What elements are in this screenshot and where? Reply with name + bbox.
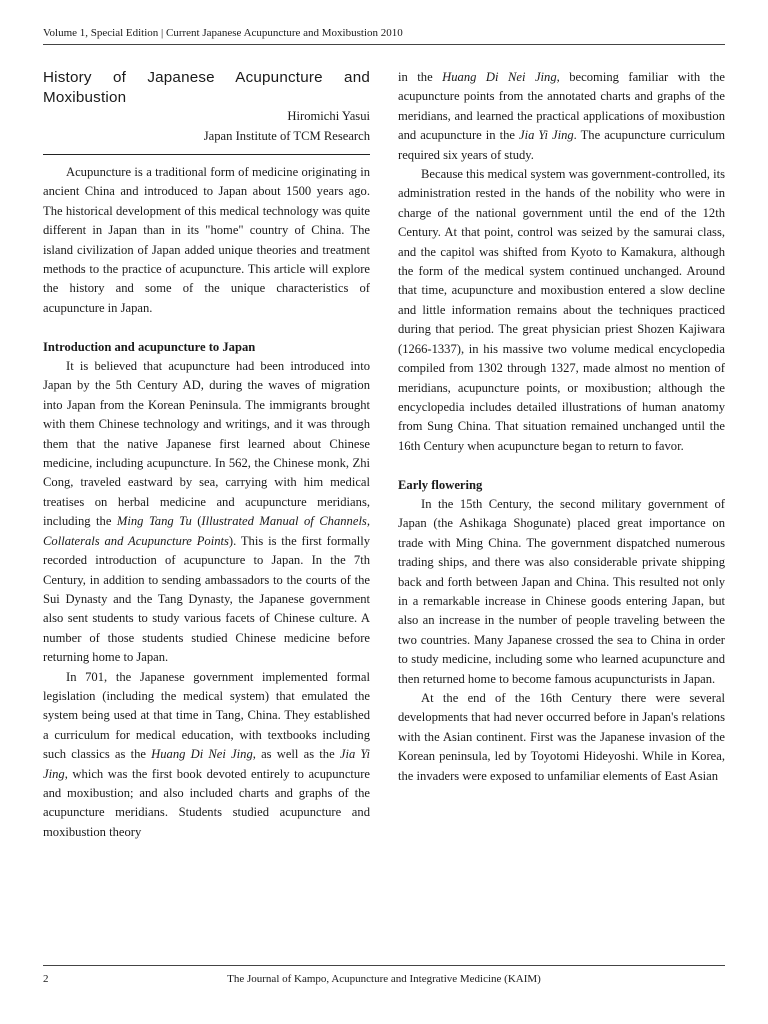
intro-paragraph: Acupuncture is a traditional form of medicine originating in ancient China and introduced to Japan about 1500 years ago. The historical development of this medical technology was quite different in Japan than in its "home" country of China. The island civilization of Japan added unique theories and treatment methods to the practice of acupuncture. This article will explore the history and some of the unique characteristics of acupuncture in Japan.	[43, 165, 370, 315]
title-rule	[43, 154, 370, 155]
left-column	[43, 68, 370, 842]
body-paragraph: At the end of the 16th Century there were several developments that had never occurred before in Japan's relations with the Asian continent. First was the Japanese invasion of the Korean peninsula, led by Toyotomi Hideyoshi. While in Korea, the invaders were exposed to unfamiliar elements of East Asian	[398, 690, 725, 783]
running-head: Volume 1, Special Edition | Current Japanese Acupuncture and Moxibustion 2010	[43, 27, 403, 39]
article-title: History of Japanese Acupuncture and Moxibustion	[43, 69, 370, 106]
body-paragraph-continued: in the Huang Di Nei Jing, becoming familiar with the acupuncture points from the annotated charts and graphs of the meridians, and learned the practical applications of moxibustion and acupuncture in the Jia Yi Jing. The acupuncture curriculum required six years of study.	[398, 70, 726, 162]
header-rule	[43, 44, 725, 45]
footer-rule	[43, 965, 725, 966]
section-heading-early-flowering: Early flowering	[398, 477, 483, 492]
page-number: 2	[43, 973, 49, 985]
section-heading-introduction: Introduction and acupuncture to Japan	[43, 339, 256, 354]
author-name: Hiromichi Yasui	[287, 109, 370, 123]
body-paragraph: In the 15th Century, the second military government of Japan (the Ashikaga Shogunate) placed great importance on trade with Ming China. The government dispatched numerous trading ships, and there was also considerable private shipping back and forth between Japan and China. This resulted not only in a remarkable increase in Chinese goods entering Japan, but also an increase in the number of people traveling between the two countries. Many Japanese crossed the sea to China in order to study medicine, including some who learned acupuncture and then returned home to become famous acupuncturists in Japan.	[398, 496, 725, 686]
author-affiliation: Japan Institute of TCM Research	[203, 128, 370, 143]
body-paragraph: It is believed that acupuncture had been introduced into Japan by the 5th Century AD, during the waves of migration into Japan from the Korean Peninsula. The immigrants brought with them Chinese technology and writings, and it was through them that the native Japanese first learned about Chinese medicine, including acupuncture. In 562, the Chinese monk, Zhi Cong, traveled eastward by sea, carrying with him medical treatises on herbal medicine and acupuncture meridians, including the Ming Tang Tu (Illustrated Manual of Channels, Collaterals and Acupuncture Points). This is the first formally recorded introduction of acupuncture to Japan. In the 7th Century, in addition to sending ambassadors to the courts of the Sui Dynasty and the Tang Dynasty, the Japanese government also sent students to study various facets of Chinese culture. A number of those students studied Chinese medicine before returning home to Japan.	[43, 359, 370, 665]
journal-footer: The Journal of Kampo, Acupuncture and Integrative Medicine (KAIM)	[227, 973, 541, 985]
body-paragraph: In 701, the Japanese government implemented formal legislation (including the medical system) that emulated the system being used at that time in Tang, China. They established a curriculum for medical education, with textbooks including such classics as the Huang Di Nei Jing, as well as the Jia Yi Jing, which was the first book devoted entirely to acupuncture and moxibustion; and also included charts and graphs of the acupuncture meridians. Students studied acupuncture and moxibustion theory	[43, 669, 370, 839]
right-column	[398, 68, 725, 786]
body-paragraph: Because this medical system was government-controlled, its administration rested in the hands of the nobility who were in charge of the national government until the end of the 12th Century. At that point, control was seized by the samurai class, and the capitol was shifted from Kyoto to Kamakura, although the form of the medical system continued unchanged. Around that time, acupuncture and moxibustion entered a slow decline and little information remains about the techniques practiced during that period. The great physician priest Shozen Kajiwara (1266-1337), in his massive two volume medical encyclopedia compiled from 1302 through 1327, made almost no mention of meridians, acupuncture points, or moxibustion; although the encyclopedia includes detailed illustrations of human anatomy from Sung China. That situation remained unchanged until the 16th Century when acupuncture began to return to favor.	[398, 167, 725, 453]
